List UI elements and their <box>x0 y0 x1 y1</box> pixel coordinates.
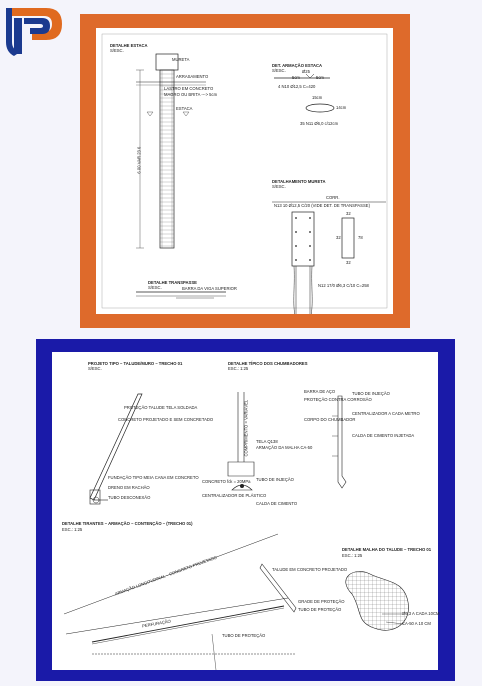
label-calda2: CALDA DE CIMENTO INJETADA <box>352 433 415 438</box>
estaca-title: DETALHE ESTACA <box>110 43 148 48</box>
bar-dim-c: 5cm <box>316 75 324 80</box>
mureta-label: MURETA <box>172 57 190 62</box>
dim-78: 78 <box>358 235 363 240</box>
stirrup-label: 35 N11 Ø6,0 c/12cm <box>300 121 339 126</box>
bottom-drawing-frame <box>36 339 455 681</box>
transpasse-title: DETALHE TRANSPASSE <box>148 280 197 285</box>
projeto-title: PROJETO TIPO – TALUDE/MURO – TRECHO 01 <box>88 361 183 366</box>
dim-32-a: 32 <box>346 211 351 216</box>
label-concreto: CONCRETO PROJETADO E SEM CONCRETADO <box>118 417 214 422</box>
bottom-drawing-sheet <box>52 352 438 670</box>
malha-scale: ESC.: 1:25 <box>342 553 363 558</box>
armacao-scale: S/ESC. <box>272 68 286 73</box>
label-tubo2: TUBO DE INJEÇÃO <box>352 391 390 396</box>
stirrup-dim-d: 15cm <box>312 95 323 100</box>
transpasse-note: BARRA DA VIGA SUPERIOR <box>182 286 237 291</box>
company-logo <box>2 2 66 56</box>
magro-label: MAGRO OU BRITA ---> 5cm <box>164 92 218 97</box>
label-armacao-long: ARMAÇÃO LONGITUDINAL – CONCRETO PROJETADO <box>114 554 218 597</box>
vertical-dimension: 6 00 VAR 23 6 <box>136 146 142 174</box>
label-calda: CALDA DE CIMENTO <box>256 501 298 506</box>
top-drawing-frame <box>80 14 410 328</box>
mureta-scale: S/ESC. <box>272 184 286 189</box>
label-tubo-injecao: TUBO DE INJEÇÃO <box>256 477 294 482</box>
lastro-label: LASTRO EM CONCRETO <box>164 86 214 91</box>
tirantes-title: DETALHE TIRANTES – ARMAÇÃO – CONTENÇÃO – (TRECHO 01) <box>62 521 193 526</box>
stirrup2-label: N12 17/0 Ø6,3 C/10 C=258 <box>318 283 369 288</box>
label-protecao2: PROTEÇÃO CONTRA CORROSÃO <box>304 397 372 402</box>
label-tela: TELA Q138 <box>256 439 278 444</box>
stirrup-dim-e: 14cm <box>336 105 347 110</box>
bar-main-label: 4 N10 Ø12,5 C=420 <box>278 84 316 89</box>
estaca-scale: S/ESC. <box>110 48 124 53</box>
arrasamento-label: ARRASAMENTO <box>176 74 209 79</box>
label-comprimento: COMPRIMENTO = VARIÁVEL <box>243 399 249 457</box>
projeto-scale: S/ESC. <box>88 366 102 371</box>
label-protecao: PROTEÇÃO TALUDE TELA SOLDADA <box>124 405 198 410</box>
label-malha-b: CA-50 A 10 CM <box>402 621 431 626</box>
label-grade: GRADE DE PROTEÇÃO <box>298 599 345 604</box>
label-fundacao: FUNDAÇÃO TIPO MEIA CANA EM CONCRETO <box>108 475 199 480</box>
label-centralizador: CENTRALIZADOR DE PLÁSTICO <box>202 493 267 498</box>
dim-32-c: 32 <box>346 260 351 265</box>
label-dreno: DRENO EM RACHÃO <box>108 485 150 490</box>
label-centralizador2: CENTRALIZADOR A CADA METRO <box>352 411 420 416</box>
bar-dim-b: 5cm <box>292 75 300 80</box>
estaca-label: ESTACA <box>176 106 193 111</box>
label-tubo3: TUBO DE PROTEÇÃO <box>298 607 342 612</box>
transpasse-scale: S/ESC. <box>148 285 162 290</box>
corr-label: CORR. <box>326 195 340 200</box>
chumbadores-scale: ESC.: 1:25 <box>228 366 249 371</box>
label-corpo: CORPO DO CHUMBADOR <box>304 417 356 422</box>
chumbadores-title: DETALHE TÍPICO DOS CHUMBADORES <box>228 361 308 366</box>
mureta-bar-label: N13 10 Ø12,5 C/20 (VIDE DET. DE TRANSPASSE) <box>274 203 370 208</box>
label-barra: BARRA DE AÇO <box>304 389 336 394</box>
label-chumbado: CONCRETO fck = 20MPa <box>202 479 251 484</box>
mureta-title: DETALHAMENTO MURETA <box>272 179 326 184</box>
dim-32-b: 32 <box>336 235 341 240</box>
tirantes-scale: ESC.: 1:25 <box>62 527 83 532</box>
label-tubo-protecao: TUBO DE PROTEÇÃO <box>222 633 266 638</box>
label-armacao: ARMAÇÃO DA MALHA CA-50 <box>256 445 313 450</box>
label-perfuracao: PERFURAÇÃO <box>141 618 172 629</box>
label-malha-a: Ø6,3 A CADA 10CM <box>402 611 440 616</box>
top-drawing-sheet <box>96 28 393 314</box>
label-tubo: TUBO DESCONEXÃO <box>108 495 151 500</box>
malha-title: DETALHE MALHA DO TALUDE – TRECHO 01 <box>342 547 432 552</box>
armacao-title: DET. ARMAÇÃO ESTACA <box>272 63 323 68</box>
label-talude: TALUDE EM CONCRETO PROJETADO <box>272 567 348 572</box>
bar-dim-a: Ø25 <box>302 69 310 74</box>
